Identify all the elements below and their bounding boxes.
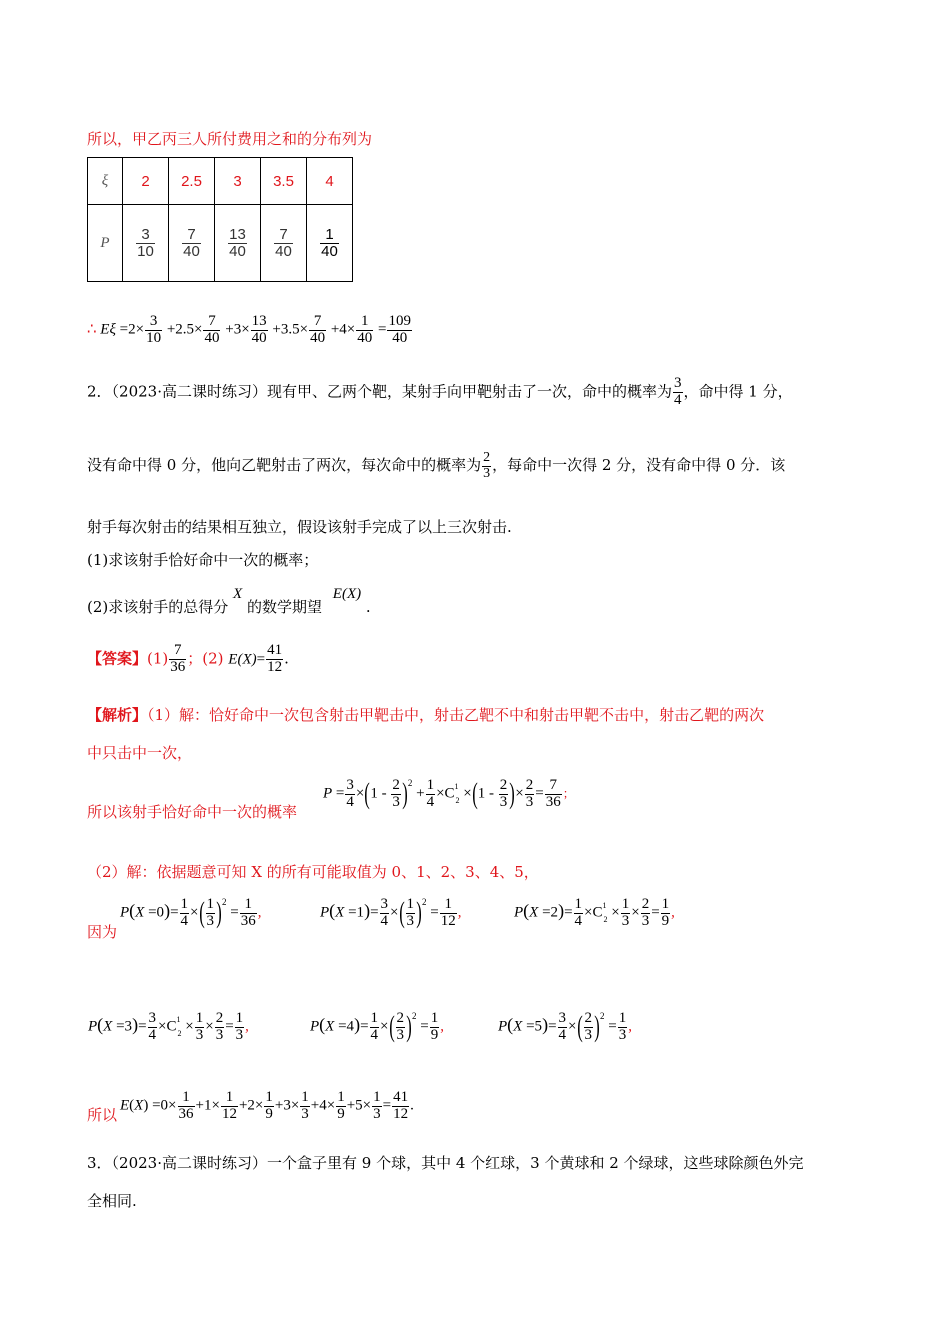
q2-text: 的数学期望 xyxy=(246,598,322,616)
frac-den: 36 xyxy=(170,658,186,675)
table-header-p: P xyxy=(88,205,123,282)
answer-line xyxy=(87,643,289,676)
analysis-line2: 中只击中一次， xyxy=(87,744,193,762)
prob-x3-formula: P(X =3)= $\frac{3}{4}$ $\times C^1_2$ × $\frac{1}{3}$ × $\frac{2}{3}$ = $\frac{1}{3}$ , xyxy=(88,1010,249,1043)
formula-term: = xyxy=(378,321,387,338)
formula-term: +4× xyxy=(330,321,356,338)
frac-den: 40 xyxy=(229,242,246,260)
frac-den: 3 xyxy=(483,465,491,481)
prob-x5-formula: P(X =5)= $\frac{3}{4}$ ×( $\frac{2}{3}$ )$^2$ = $\frac{1}{3}$ , xyxy=(498,1010,632,1044)
table-cell-xi: 2 xyxy=(123,158,169,205)
frac-num: 7 xyxy=(169,643,186,660)
q2-line1 xyxy=(87,376,793,409)
q2-text: ，每命中一次得 2 分，没有命中得 0 分．该 xyxy=(492,456,786,475)
expectation-symbol: E(X) xyxy=(332,586,362,602)
table-cell-xi: 3 xyxy=(215,158,261,205)
analysis-text: ； xyxy=(562,786,575,801)
table-header-xi: ξ xyxy=(88,158,123,205)
q2-text: 2．（2023·高二课时练习）现有甲、乙两个靶，某射手向甲靶射击了一次，命中的概率为 xyxy=(87,382,672,401)
frac-num: 2 xyxy=(483,450,491,465)
frac-num: 3 xyxy=(674,375,682,391)
frac-den: 40 xyxy=(321,242,338,260)
frac-den: 40 xyxy=(204,329,220,346)
q3-line1: 3．（2023·高二课时练习）一个盒子里有 9 个球，其中 4 个红球，3 个黄球和 2 个绿球，这些球除颜色外完 xyxy=(87,1154,804,1172)
frac-num: 109 xyxy=(388,313,411,329)
analysis-text: （1）解：恰好命中一次包含射击甲靶击中，射击乙靶不中和射击甲靶不击中，射击乙靶的两次 xyxy=(147,706,765,724)
because-label: 因为 xyxy=(87,923,118,941)
answer-text: . xyxy=(284,649,289,668)
frac-den: 40 xyxy=(183,242,200,260)
prob-x2-formula: P(X =2)= $\frac{1}{4}$ $\times C^1_2$ × $\frac{1}{3}$ × $\frac{2}{3}$ = $\frac{1}{9}$ , xyxy=(514,896,675,929)
final-expectation-formula: E(X) =0× $\frac{1}{36}$ +1× $\frac{1}{12}$ +2× $\frac{1}{9}$ +3× $\frac{1}{3}$ +4× $\frac{1}{9}$ +5× $\frac{1}{3}$ = $\frac{41}{12}$ . xyxy=(120,1089,414,1122)
q2-text: (2)求该射手的总得分 xyxy=(87,598,229,616)
frac-den: 10 xyxy=(146,329,162,346)
frac-num: 7 xyxy=(274,227,293,244)
frac-num: 13 xyxy=(251,313,267,329)
q2-text: ，命中得 1 分， xyxy=(683,382,793,401)
table-cell-p xyxy=(215,205,261,282)
frac-den: 10 xyxy=(137,242,154,260)
analysis-line1 xyxy=(87,704,764,725)
analysis-line3: 所以该射手恰好命中一次的概率 xyxy=(87,803,298,821)
q2-sub2 xyxy=(87,586,371,617)
table-row-p xyxy=(88,205,353,282)
prob-x0-formula: P(X =0)= $\frac{1}{4}$ ×( $\frac{1}{3}$ )$^2$ = $\frac{1}{36}$ , xyxy=(120,896,262,930)
prob-formula: P = $\frac{3}{4}$ ×(1 - $\frac{2}{3}$ )$^2$ + $\frac{1}{4}$ $\times C^1_2 \times(1$ - $\frac{2}{3}$ )× $\frac{2}{3}$ = $\frac{7}{36}$ ； xyxy=(323,777,575,811)
frac-num: 1 xyxy=(356,314,373,331)
expectation-symbol: E(X) xyxy=(228,651,257,668)
table-cell-xi: 4 xyxy=(307,158,353,205)
analysis-label: 【解析】 xyxy=(87,706,148,724)
distribution-table xyxy=(87,157,353,282)
frac-num: 1 xyxy=(320,227,339,244)
intro-line: 所以，甲乙丙三人所付费用之和的分布列为 xyxy=(87,130,373,148)
frac-num: 7 xyxy=(309,314,326,331)
answer-text: ；(2) xyxy=(187,649,224,668)
frac-num: 3 xyxy=(145,314,162,331)
table-cell-p xyxy=(123,205,169,282)
frac-num: 13 xyxy=(229,225,246,243)
frac-den: 4 xyxy=(674,391,682,408)
table-cell-p xyxy=(169,205,215,282)
formula-term: =2× xyxy=(119,321,145,338)
formula-term: +2.5× xyxy=(166,321,203,338)
q2-text: . xyxy=(365,598,371,616)
formula-term: +3× xyxy=(225,321,250,338)
q2-line3: 射手每次射击的结果相互独立，假设该射手完成了以上三次射击. xyxy=(87,518,512,536)
table-cell-xi: 2.5 xyxy=(169,158,215,205)
therefore-symbol: ∴ xyxy=(87,321,97,338)
frac-num: 7 xyxy=(182,227,201,244)
formula-lhs: Eξ xyxy=(100,321,116,338)
frac-num: 7 xyxy=(203,314,220,331)
q2-sub1: (1)求该射手恰好命中一次的概率； xyxy=(87,551,319,569)
formula-term: +3.5× xyxy=(272,321,309,338)
frac-den: 40 xyxy=(357,329,373,346)
table-cell-p xyxy=(261,205,307,282)
frac-den: 40 xyxy=(392,329,408,346)
final-prefix: 所以 xyxy=(87,1106,118,1124)
q2-line2 xyxy=(87,451,785,481)
frac-den: 12 xyxy=(267,658,283,675)
frac-den: 40 xyxy=(251,329,267,346)
table-cell-p xyxy=(307,205,353,282)
var-x: X xyxy=(233,586,243,602)
prob-x4-formula: P(X =4)= $\frac{1}{4}$ ×( $\frac{2}{3}$ )$^2$ = $\frac{1}{9}$ , xyxy=(310,1010,444,1044)
table-cell-xi: 3.5 xyxy=(261,158,307,205)
frac-num: 41 xyxy=(267,642,283,658)
prob-x1-formula: P(X =1)= $\frac{3}{4}$ ×( $\frac{1}{3}$ )$^2$ = $\frac{1}{12}$ , xyxy=(320,896,462,930)
answer-text: = xyxy=(256,651,266,668)
q3-line2: 全相同. xyxy=(87,1192,137,1210)
frac-den: 40 xyxy=(275,242,292,260)
answer-text: (1) xyxy=(147,649,169,668)
frac-num: 3 xyxy=(136,227,155,244)
table-row-xi xyxy=(88,158,353,205)
answer-label: 【答案】 xyxy=(87,649,148,668)
q2-text: 没有命中得 0 分，他向乙靶射击了两次，每次命中的概率为 xyxy=(87,456,482,475)
frac-den: 40 xyxy=(310,329,326,346)
expectation-formula xyxy=(87,314,413,347)
analysis-line4: （2）解：依据题意可知 X 的所有可能取值为 0、1、2、3、4、5， xyxy=(87,863,539,881)
